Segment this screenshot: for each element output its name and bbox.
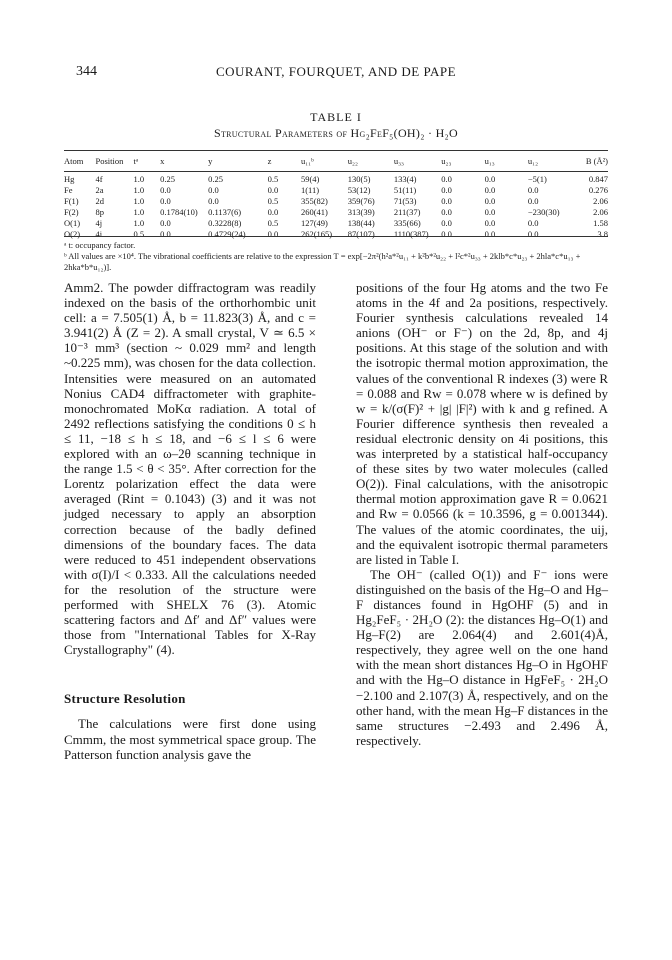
- cell-u13: 0.0: [484, 185, 496, 195]
- cell-u33: 335(66): [393, 218, 421, 228]
- header-u12: u₁₂: [527, 156, 539, 166]
- cell-z: 0.5: [267, 218, 279, 228]
- cell-atom: Hg: [64, 174, 75, 184]
- cell-u12: −230(30): [527, 207, 560, 217]
- cell-y: 0.1137(6): [208, 207, 242, 217]
- cell-atom: Fe: [64, 185, 73, 195]
- cell-u33: 211(37): [393, 207, 421, 217]
- table-row: [64, 196, 608, 207]
- cell-t: 1.0: [133, 207, 145, 217]
- cell-b: 0.847: [588, 174, 608, 184]
- table-label: TABLE I: [310, 110, 362, 124]
- cell-u13: 0.0: [484, 218, 496, 228]
- cell-x: 0.0: [160, 196, 171, 206]
- cell-u11: 260(41): [300, 207, 328, 217]
- table-footnotes: [64, 240, 608, 273]
- footnote-a: ᵃ t: occupancy factor.: [64, 240, 136, 250]
- header-u33: u₃₃: [393, 156, 404, 166]
- cell-u33: 133(4): [393, 174, 417, 184]
- cell-x: 0.0: [160, 218, 171, 228]
- left-column: [64, 280, 316, 762]
- cell-b: 1.58: [593, 218, 608, 228]
- cell-position: 4j: [95, 218, 103, 228]
- cell-atom: F(2): [64, 207, 79, 217]
- cell-position: 8p: [95, 207, 105, 217]
- cell-x: 0.0: [160, 185, 171, 195]
- cell-b: 0.276: [588, 185, 608, 195]
- structural-parameters-table: [64, 156, 608, 240]
- cell-b: 3.8: [597, 229, 608, 239]
- cell-u12: 0.0: [527, 229, 539, 239]
- cell-b: 2.06: [593, 196, 608, 206]
- cell-u12: 0.0: [527, 218, 539, 228]
- table-bottom-rule: [64, 236, 608, 237]
- header-u11: u₁₁ᵇ: [300, 156, 314, 166]
- cell-u13: 0.0: [484, 229, 496, 239]
- header-atom: Atom: [64, 156, 84, 166]
- cell-u22: 130(5): [347, 174, 371, 184]
- cell-z: 0.0: [267, 207, 279, 217]
- cell-u11: 127(49): [300, 218, 328, 228]
- cell-u33: 51(11): [393, 185, 417, 195]
- header-y: y: [208, 156, 213, 166]
- cell-y: 0.0: [208, 196, 219, 206]
- header-t: tᵃ: [133, 156, 139, 166]
- cell-y: 0.4729(24): [208, 229, 246, 239]
- cell-position: 4i: [95, 229, 103, 239]
- cell-u12: 0.0: [527, 196, 539, 206]
- cell-t: 1.0: [133, 174, 145, 184]
- cell-y: 0.3228(8): [208, 218, 242, 228]
- cell-z: 0.0: [267, 185, 279, 195]
- cell-u13: 0.0: [484, 196, 496, 206]
- cell-u11: 59(4): [300, 174, 320, 184]
- table-top-rule: [64, 150, 608, 151]
- cell-y: 0.25: [208, 174, 223, 184]
- cell-position: 2d: [95, 196, 105, 206]
- cell-u11: 262(165): [300, 229, 333, 239]
- cell-atom: O(2): [64, 229, 81, 239]
- table-row: [64, 207, 608, 218]
- table-row: [64, 218, 608, 229]
- cell-u23: 0.0: [441, 218, 452, 228]
- cell-u22: 53(12): [347, 185, 371, 195]
- table-row: [64, 170, 608, 185]
- cell-u33: 1110(387): [393, 229, 429, 239]
- cell-u33: 71(53): [393, 196, 417, 206]
- cell-u22: 313(39): [347, 207, 375, 217]
- table-row: [64, 185, 608, 196]
- header-u23: u₂₃: [441, 156, 452, 166]
- cell-u12: −5(1): [527, 174, 547, 184]
- body-paragraph: positions of the four Hg atoms and the two Fe atoms in the 4f and 2a positions, respectively. Fourier synthesis calculations revealed 14 anions (OH⁻ or F⁻) on the 2d, 8p, and 4j positions. At this stage of the solution and with the isotropic thermal motion approximation, the values of the conventional R indexes (3) were R = 0.088 and Rw = 0.078 where w is defined by w = k/(σ(F)² + |g| |F|²) with k and g refined. A Fourier difference synthesis then revealed a residual electronic density on 4i positions, this was interpreted by a statistical half-occupancy of these sites by two water molecules (called O(2)). Final calculations, with the anisotropic thermal motion approximation gave R = 0.0621 and Rw = 0.0566 (k = 10.3596, g = 0.001344). The values of the atomic coordinates, the uij, and the equivalent isotropic thermal parameters are listed in Table I.: [356, 280, 608, 567]
- table-caption: Structural Parameters of Hg₂FeF₅(OH)₂ · H₂O: [214, 126, 458, 140]
- table-header-rule: [64, 171, 608, 172]
- cell-t: 1.0: [133, 218, 145, 228]
- page-number: 344: [76, 64, 97, 79]
- cell-u23: 0.0: [441, 174, 452, 184]
- cell-u11: 1(11): [300, 185, 320, 195]
- table-row: [64, 229, 608, 240]
- cell-u23: 0.0: [441, 229, 452, 239]
- cell-x: 0.25: [160, 174, 176, 184]
- cell-u22: 359(76): [347, 196, 375, 206]
- footnote-b: ᵇ All values are ×10⁴. The vibrational coefficients are relative to the expression T = exp[−2π²(h²a*²u₁₁ + k²b*²u₂₂ + l²c*²u₃₃ + 2klb*c*u₂₃ + 2hla*c*u₁₃ + 2hka*b*u₁₂)].: [64, 251, 581, 272]
- header-z: z: [267, 156, 272, 166]
- header-u22: u₂₂: [347, 156, 358, 166]
- body-paragraph: The calculations were first done using Cmmm, the most symmetrical space group. The Patterson function analysis gave the: [64, 716, 316, 762]
- table-header-row: [64, 156, 608, 170]
- cell-t: 1.0: [133, 185, 145, 195]
- cell-u13: 0.0: [484, 207, 496, 217]
- cell-atom: F(1): [64, 196, 79, 206]
- header-u13: u₁₃: [484, 156, 495, 166]
- cell-y: 0.0: [208, 185, 219, 195]
- cell-u23: 0.0: [441, 207, 452, 217]
- section-heading: Structure Resolution: [64, 691, 186, 707]
- cell-z: 0.0: [267, 229, 279, 239]
- cell-atom: O(1): [64, 218, 81, 228]
- cell-u22: 87(107): [347, 229, 375, 239]
- cell-u22: 138(44): [347, 218, 375, 228]
- running-head: COURANT, FOURQUET, AND DE PAPE: [215, 64, 457, 79]
- cell-u23: 0.0: [441, 196, 452, 206]
- cell-x: 0.1784(10): [160, 207, 198, 217]
- cell-u12: 0.0: [527, 185, 539, 195]
- cell-t: 0.5: [133, 229, 145, 239]
- cell-u13: 0.0: [484, 174, 496, 184]
- cell-t: 1.0: [133, 196, 145, 206]
- cell-z: 0.5: [267, 196, 279, 206]
- cell-b: 2.06: [593, 207, 608, 217]
- body-paragraph: The OH⁻ (called O(1)) and F⁻ ions were distinguished on the basis of the Hg–O and Hg–F distances found in HgOHF (5) and in Hg₂FeF₅ · 2H₂O (2): the distances Hg–O(1) and Hg–F(2) are 2.064(4) and 2.601(4)Å, respectively, they agree well on the one hand with the mean short distances Hg–O in HgOHF and with the Hg–O distance in HgFeF₅ · 2H₂O −2.100 and 2.107(3) Å, respectively, and on the other hand, with the mean Hg–F distances in the same structures −2.493 and 2.496 Å, respectively.: [356, 566, 608, 748]
- cell-position: 2a: [95, 185, 104, 195]
- cell-x: 0.0: [160, 229, 171, 239]
- right-column: [356, 280, 608, 748]
- body-paragraph: Amm2. The powder diffractogram was readily indexed on the basis of the orthorhombic unit cell: a = 7.505(1) Å, b = 11.823(3) Å, and c = 3.941(2) Å (Z = 2). A small crystal, V ≃ 6.5 × 10⁻³ mm³ (section ~ 0.029 mm² and length ~0.225 mm), was chosen for the data collection. Intensities were measured on an automated Nonius CAD4 diffractometer with graphite-monochromated MoKα radiation. A total of 2492 reflections satisfying the conditions 0 ≤ h ≤ 11, −18 ≤ h ≤ 18, and −6 ≤ l ≤ 6 were explored with an ω–2θ scanning technique in the range 1.5 < θ < 35°. After correction for the Lorentz polarization effect the data were averaged (Rint = 0.1043) (3) and it was not judged necessary to apply an absorption correction because of the badly defined dimensions of the boundary faces. The data were reduced to 451 independent observations with σ(I)/I < 0.333. All the calculations needed for the resolution of the structure were performed with SHELX 76 (3). Atomic scattering factors and Δf′ and Δf″ values were those from "International Tables for X-Ray Crystallography" (4).: [64, 280, 316, 658]
- cell-u23: 0.0: [441, 185, 452, 195]
- header-position: Position: [95, 156, 124, 166]
- cell-position: 4f: [95, 174, 103, 184]
- cell-u11: 355(82): [300, 196, 328, 206]
- cell-z: 0.5: [267, 174, 279, 184]
- header-x: x: [160, 156, 165, 166]
- header-b: B (Å²): [585, 156, 608, 166]
